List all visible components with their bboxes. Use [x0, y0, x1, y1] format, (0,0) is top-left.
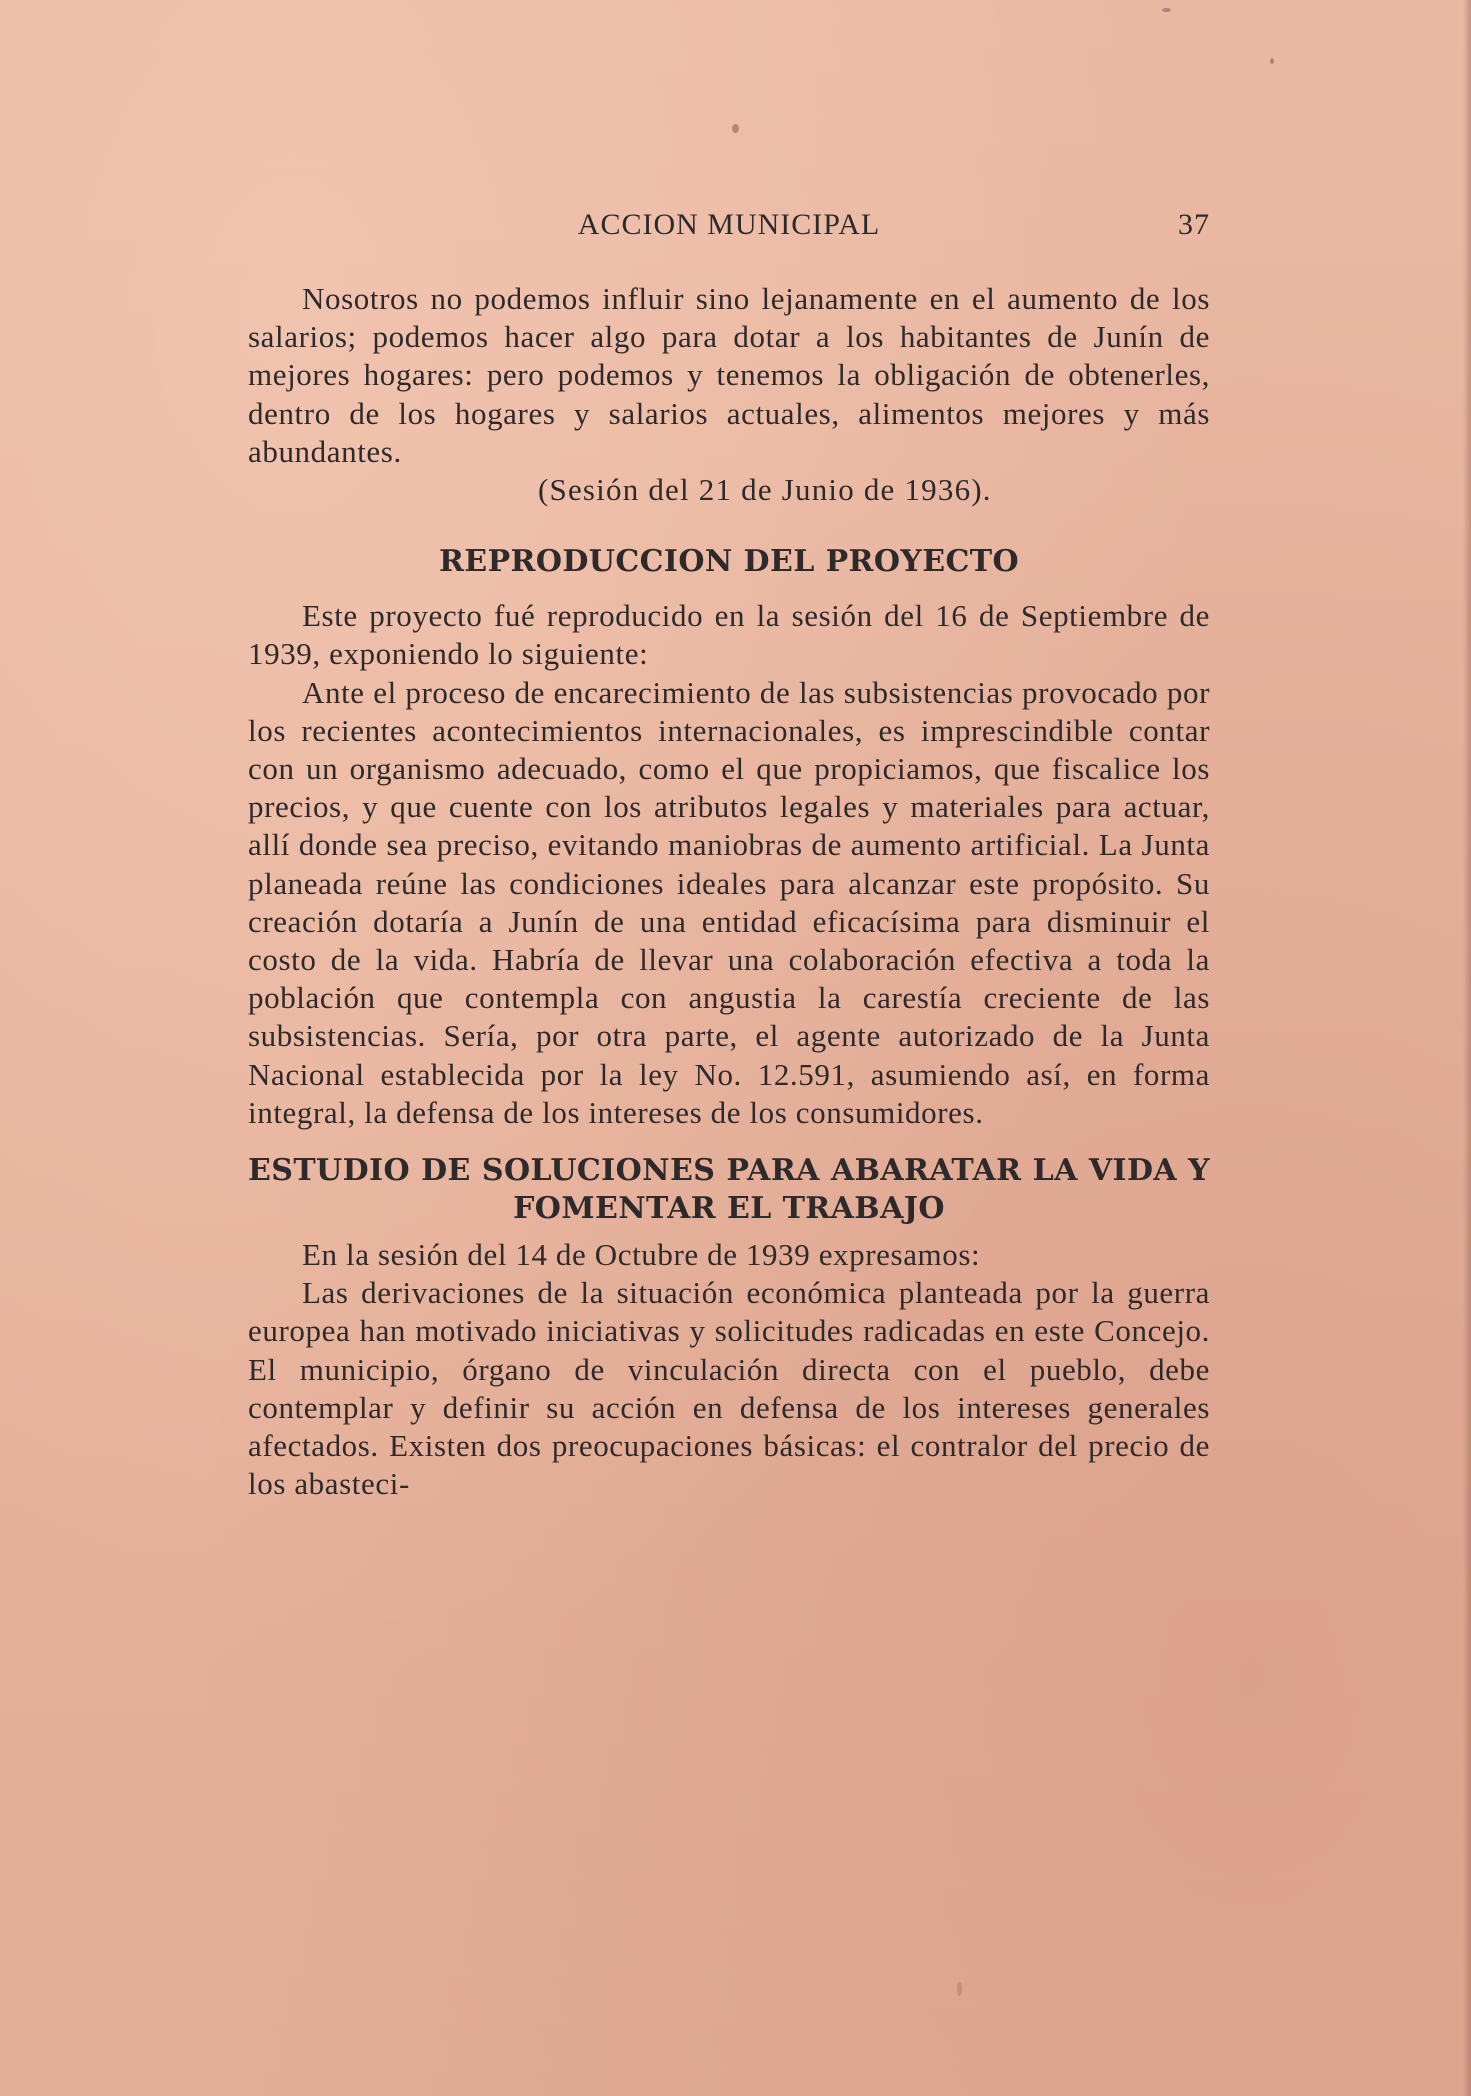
- paper-speck: [957, 1982, 962, 1996]
- section-heading-reproduccion: REPRODUCCION DEL PROYECTO: [438, 544, 1020, 580]
- page-edge-shadow: [1463, 0, 1471, 2096]
- paragraph-derivaciones: Las derivaciones de la situación económica planteada por la guerra europea han motivado iniciativas y solicitudes radicadas en este Concejo. El municipio, órgano de vinculación directa con el pueblo, debe contemplar y definir su acción en defensa de los intereses generales afectados. Existen dos preocupaciones básicas: el contralor del precio de los abasteci-: [248, 1275, 1210, 1502]
- session-citation: (Sesión del 21 de Junio de 1936).: [538, 472, 992, 508]
- body-text: [248, 280, 1210, 1503]
- paper-speck: [1270, 58, 1274, 64]
- paper-speck: [732, 124, 739, 133]
- paragraph-sesion-octubre: En la sesión del 14 de Octubre de 1939 expresamos:: [302, 1237, 981, 1273]
- running-title: ACCION MUNICIPAL: [577, 208, 881, 241]
- section-heading-estudio: ESTUDIO DE SOLUCIONES PARA ABARATAR LA VIDA Y FOMENTAR EL TRABAJO: [248, 1153, 1210, 1227]
- paragraph-encarecimiento: Ante el proceso de encarecimiento de las subsistencias provocado por los recientes acontecimientos internacionales, es imprescindible contar con un organismo adecuado, como el que propiciamos, que fiscalice los precios, y que cuente con los atributos legales y materiales para actuar, allí donde sea preciso, evitando maniobras de aumento artificial. La Junta planeada reúne las condiciones ideales para alcanzar este propósito. Su creación dotaría a Junín de una entidad eficacísima para disminuir el costo de la vida. Habría de llevar una colaboración efectiva a toda la población que contempla con angustia la carestía creciente de las subsistencias. Sería, por otra parte, el agente autorizado de la Junta Nacional establecida por la ley No. 12.591, asumiendo así, en forma integral, la defensa de los intereses de los consumidores.: [248, 674, 1210, 1130]
- paper-speck: [1162, 8, 1171, 12]
- page-header: [248, 208, 1210, 252]
- page-number: 37: [1178, 208, 1210, 241]
- paragraph-reproduccion-intro: Este proyecto fué reproducido en la sesión del 16 de Septiembre de 1939, exponiendo lo siguiente:: [248, 598, 1210, 672]
- paragraph-salarios: Nosotros no podemos influir sino lejanamente en el aumento de los salarios; podemos hacer algo para dotar a los habitantes de Junín de mejores hogares: pero podemos y tenemos la obligación de obtenerles, dentro de los hogares y salarios actuales, alimentos mejores y más abundantes.: [248, 281, 1210, 469]
